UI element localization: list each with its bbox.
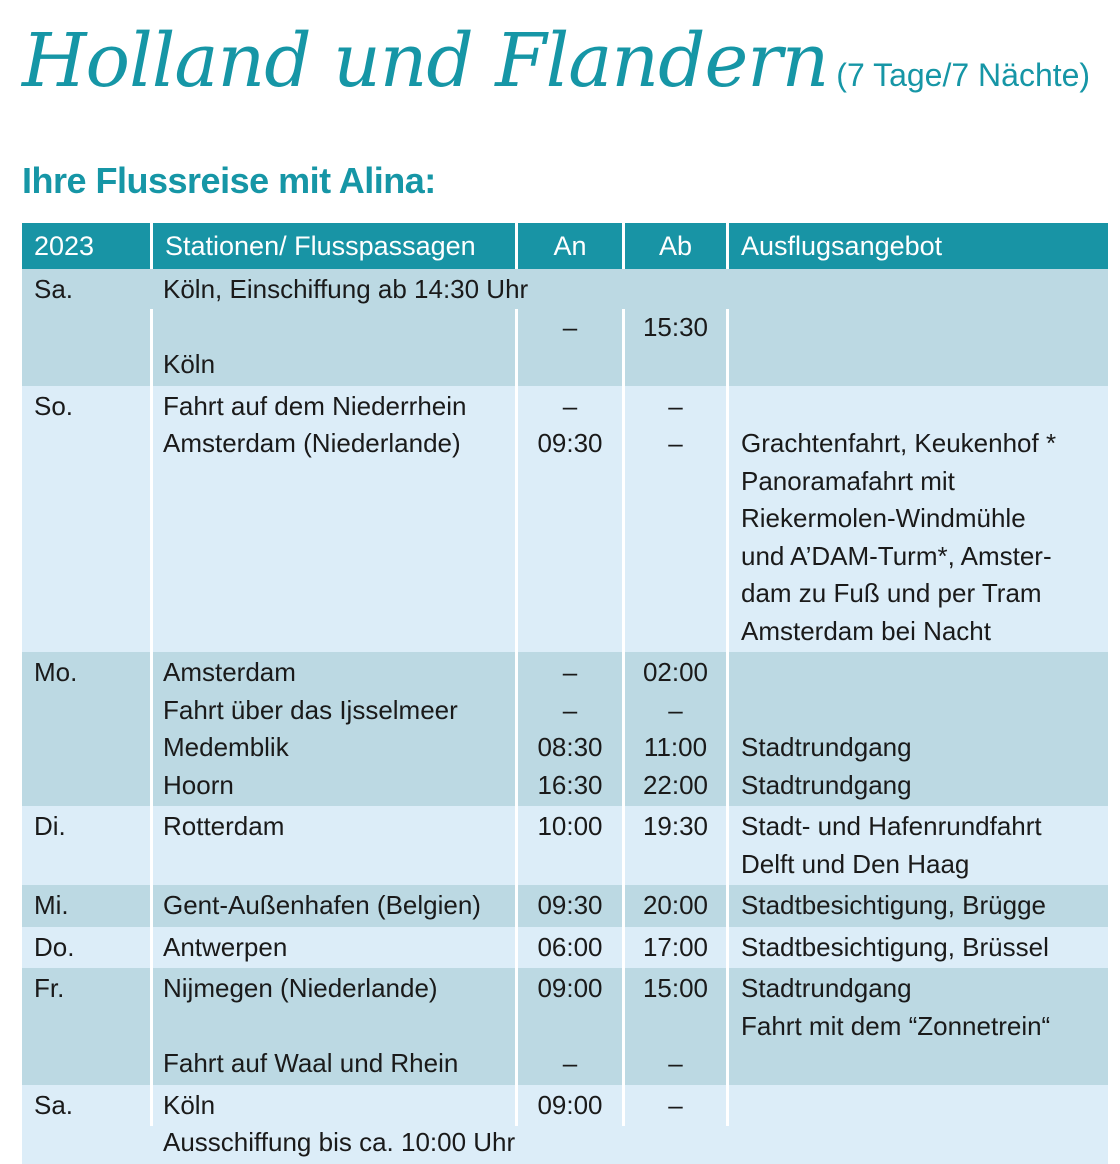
arrival-time: 10:00 (537, 811, 603, 841)
day-label: Mo. (34, 657, 78, 687)
stations-cell (153, 970, 515, 1085)
page-title (22, 18, 1090, 104)
excursion-item: Stadtrundgang (741, 732, 912, 762)
departure-cell (625, 970, 726, 1085)
table-row (22, 927, 1108, 969)
arrival-time: 09:30 (537, 428, 603, 458)
stations-cell (153, 388, 515, 653)
stations-cell (153, 654, 515, 806)
arrival-cell (518, 887, 622, 927)
station-name: Amsterdam (Niederlande) (163, 428, 461, 458)
table-row (22, 968, 1108, 1085)
arrival-time (518, 271, 622, 309)
header-arrival: An (553, 231, 587, 261)
arrival-time: – (562, 390, 578, 421)
excursion-item: Panoramafahrt mit (741, 465, 955, 496)
station-name: Rotterdam (163, 811, 285, 841)
arrival-time: 06:00 (537, 931, 603, 962)
day-label: Do. (34, 931, 75, 962)
station-name (163, 309, 515, 347)
arrival-time: 08:30 (537, 732, 603, 762)
arrival-time: – (562, 311, 578, 342)
arrival-time: 09:30 (537, 890, 603, 920)
arrival-cell (518, 808, 622, 885)
departure-time: 11:00 (643, 732, 708, 762)
departure-time: – (668, 1048, 683, 1078)
day-cell (22, 1087, 150, 1164)
departure-cell (625, 654, 726, 806)
departure-cell (625, 271, 726, 386)
station-name: Fahrt auf Waal und Rhein (163, 1048, 459, 1078)
day-label: So. (34, 390, 74, 421)
arrival-cell (518, 1087, 622, 1164)
excursion-item: und A’DAM-Turm*, Amster- (741, 540, 1052, 571)
header-excursions: Ausflugsangebot (741, 231, 943, 261)
excursions-cell (729, 970, 1108, 1085)
station-name: Köln (163, 1089, 216, 1120)
excursion-item: Stadtbesichtigung, Brüssel (741, 931, 1049, 962)
departure-time (625, 1008, 726, 1046)
arrival-cell (518, 929, 622, 969)
stations-cell (153, 808, 515, 885)
header-stations: Stationen/ Flusspassagen (165, 231, 476, 261)
table-row (22, 1085, 1108, 1164)
title-subtitle: (7 Tage/7 Nächte) (836, 57, 1091, 93)
day-cell (22, 271, 150, 386)
departure-time: 02:00 (642, 657, 709, 687)
table-row (22, 386, 1108, 653)
departure-time: 17:00 (642, 931, 709, 962)
arrival-cell (518, 388, 622, 653)
excursion-item: Stadtrundgang (741, 973, 912, 1003)
stations-cell (153, 929, 515, 969)
departure-time: 22:00 (642, 769, 709, 800)
section-heading: Ihre Flussreise mit Alina: (22, 160, 436, 201)
table-row (22, 806, 1108, 885)
embarkation-note: Köln, Einschiffung ab 14:30 Uhr (163, 274, 529, 304)
excursions-cell (729, 929, 1108, 969)
arrival-cell (518, 271, 622, 386)
arrival-time: 16:30 (537, 769, 603, 800)
day-label: Fr. (34, 973, 65, 1003)
station-name: Fahrt auf dem Niederrhein (163, 390, 467, 421)
departure-time: 19:30 (642, 811, 709, 841)
departure-time: – (668, 1089, 683, 1120)
station-name: Medemblik (163, 732, 289, 762)
station-name: Antwerpen (163, 931, 288, 962)
departure-time: 20:00 (642, 890, 709, 920)
departure-cell (625, 808, 726, 885)
header-departure: Ab (658, 231, 693, 261)
day-cell (22, 388, 150, 653)
day-label: Sa. (34, 1089, 74, 1120)
day-cell (22, 654, 150, 806)
day-cell (22, 887, 150, 927)
excursion-item (741, 692, 1108, 730)
arrival-time: 09:00 (537, 973, 603, 1003)
excursions-cell (729, 654, 1108, 806)
departure-cell (625, 1087, 726, 1164)
day-cell (22, 808, 150, 885)
table-row (22, 885, 1108, 927)
excursion-item: Riekermolen-Windmühle (741, 503, 1026, 533)
departure-time: 15:00 (642, 973, 709, 1003)
day-label: Sa. (34, 274, 74, 304)
excursion-item: Stadtbesichtigung, Brügge (741, 890, 1046, 920)
arrival-time: – (562, 657, 578, 687)
excursions-cell (729, 808, 1108, 885)
departure-cell (625, 388, 726, 653)
excursions-cell (729, 1087, 1108, 1164)
day-cell (22, 970, 150, 1085)
departure-time: – (668, 694, 683, 725)
departure-cell (625, 929, 726, 969)
station-name: Amsterdam (163, 657, 296, 687)
itinerary-table (22, 223, 1108, 1164)
departure-time (625, 271, 726, 309)
day-label: Mi. (34, 890, 69, 920)
arrival-time: 09:00 (537, 1089, 603, 1120)
departure-time: 15:30 (642, 311, 709, 342)
disembarkation-note: Ausschiffung bis ca. 10:00 Uhr (163, 1127, 516, 1157)
table-row (22, 269, 1108, 386)
day-cell (22, 929, 150, 969)
excursion-item (741, 654, 1108, 692)
station-name: Nijmegen (Niederlande) (163, 973, 438, 1003)
table-row (22, 652, 1108, 806)
excursions-cell (729, 887, 1108, 927)
arrival-time: – (562, 1048, 578, 1078)
stations-cell (153, 887, 515, 927)
excursion-item (741, 388, 1108, 426)
arrival-cell (518, 970, 622, 1085)
arrival-time (518, 1008, 622, 1046)
station-name (163, 1008, 515, 1046)
day-label: Di. (34, 811, 66, 841)
excursion-item: Delft und Den Haag (741, 848, 970, 879)
departure-cell (625, 887, 726, 927)
station-name: Fahrt über das Ijsselmeer (163, 694, 458, 725)
departure-time: – (668, 428, 683, 458)
arrival-time: – (562, 694, 578, 725)
excursions-cell (729, 388, 1108, 653)
station-name: Köln (163, 349, 216, 379)
excursions-cell (729, 271, 1108, 386)
arrival-cell (518, 654, 622, 806)
excursion-item: Amsterdam bei Nacht (741, 615, 991, 646)
title-main: Holland und Flandern (22, 18, 829, 104)
table-header-row (22, 223, 1108, 269)
excursion-item: dam zu Fuß und per Tram (741, 578, 1042, 608)
excursion-item: Grachtenfahrt, Keukenhof * (741, 428, 1057, 458)
excursion-item: Stadt- und Hafenrundfahrt (741, 811, 1042, 841)
departure-time: – (668, 390, 683, 421)
station-name: Gent-Außenhafen (Belgien) (163, 890, 481, 920)
excursion-item: Stadtrundgang (741, 769, 912, 800)
stations-cell (153, 309, 515, 386)
station-name: Hoorn (163, 769, 234, 800)
header-year: 2023 (34, 231, 95, 261)
excursion-item: Fahrt mit dem “Zonnetrein“ (741, 1010, 1051, 1041)
